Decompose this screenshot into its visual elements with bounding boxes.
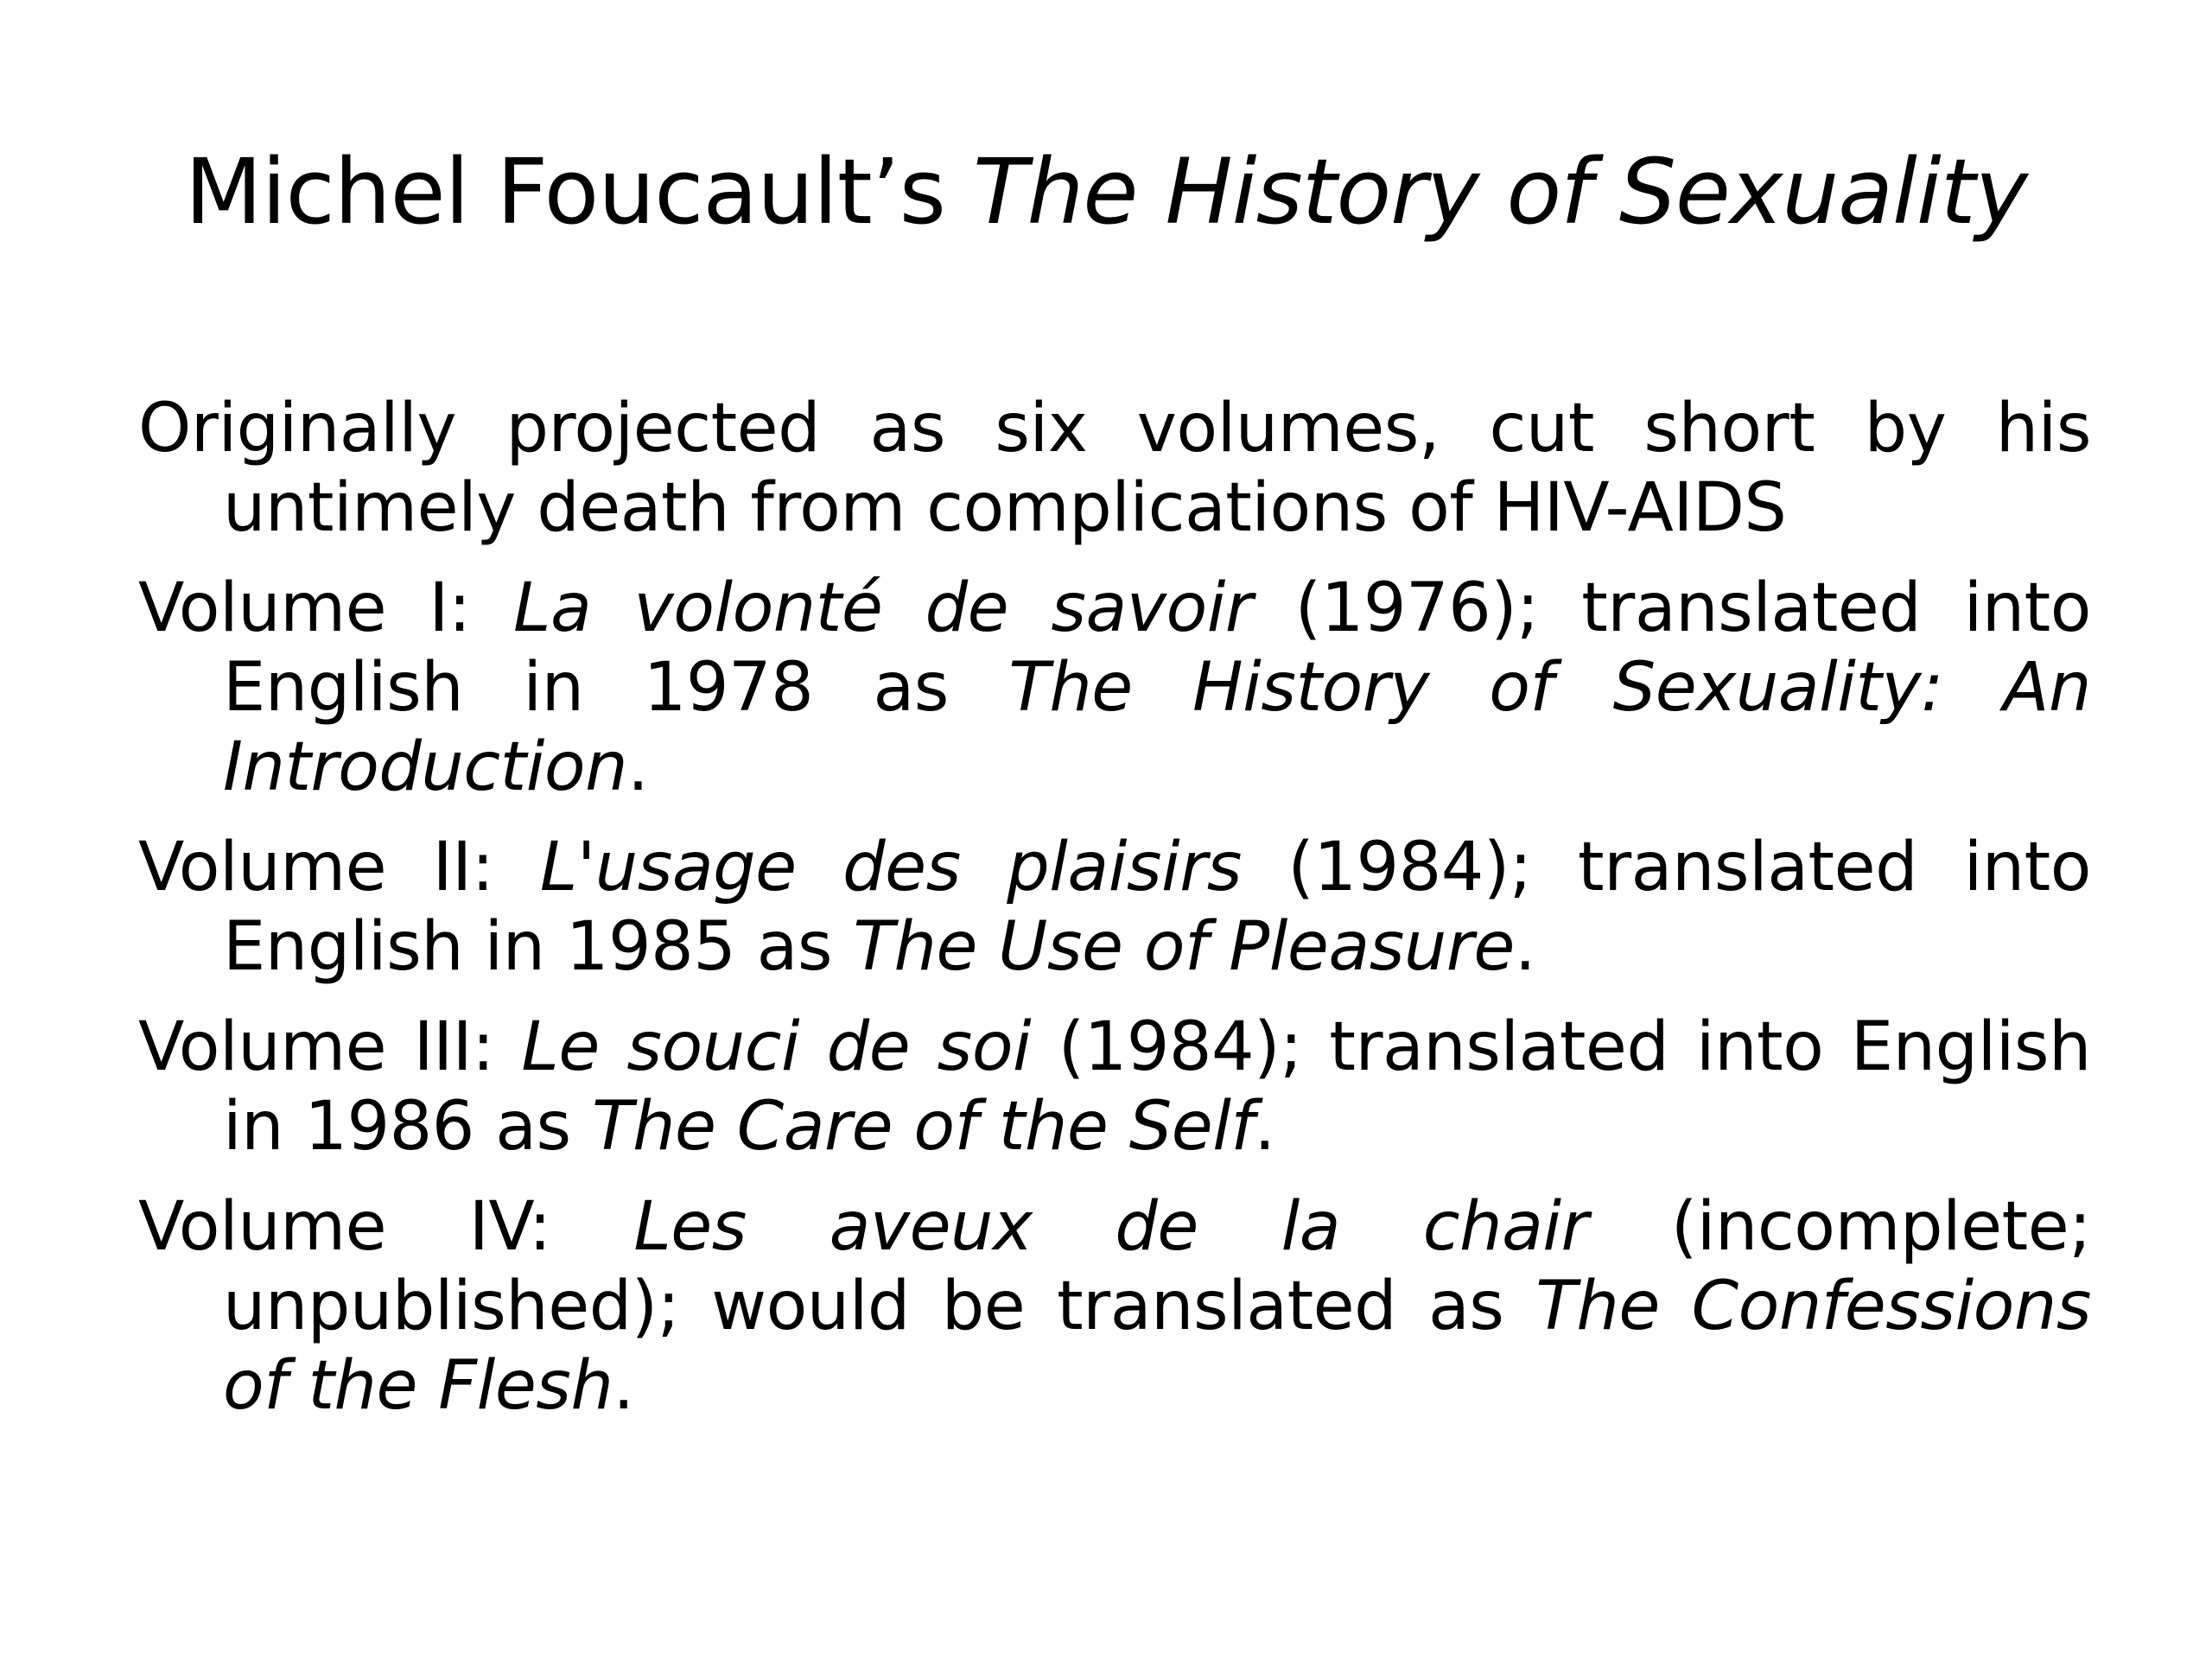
slide-title bbox=[86, 138, 2126, 246]
english-title: The Use of Pleasure bbox=[853, 908, 1515, 986]
volume-details: (1984); translated into English in 1985 as bbox=[223, 829, 2091, 986]
volume-label: Volume I: bbox=[138, 569, 513, 647]
paragraph-overview bbox=[138, 389, 2091, 548]
english-title: The Confessions of the Flesh bbox=[223, 1268, 2091, 1425]
english-title: The Care of the Self bbox=[591, 1088, 1255, 1166]
sentence-end: . bbox=[613, 1347, 634, 1425]
volume-label: Volume II: bbox=[138, 829, 540, 906]
original-title: L'usage des plaisirs bbox=[539, 829, 1242, 906]
volume-details: (1976); translated into English in 1978 as bbox=[223, 569, 2091, 727]
sentence-end: . bbox=[1254, 1088, 1275, 1166]
title-author: Michel Foucault’s bbox=[184, 139, 973, 245]
overview-text: Originally projected as six volumes, cut short by his untimely death from complications of HIV-AIDS bbox=[138, 390, 2091, 547]
slide-body bbox=[138, 389, 2091, 1446]
original-title: Les aveux de la chair bbox=[633, 1188, 1589, 1266]
original-title: Le souci de soi bbox=[521, 1008, 1032, 1086]
sentence-end: . bbox=[627, 728, 649, 806]
paragraph-volume-4 bbox=[138, 1187, 2091, 1426]
paragraph-volume-1 bbox=[138, 569, 2091, 807]
paragraph-volume-2 bbox=[138, 828, 2091, 987]
sentence-end: . bbox=[1514, 908, 1536, 986]
title-work: The History of Sexuality bbox=[972, 139, 2028, 245]
volume-details: (1984); translated into English in 1986 as bbox=[223, 1008, 2091, 1166]
volume-label: Volume III: bbox=[138, 1008, 522, 1086]
paragraph-volume-3 bbox=[138, 1007, 2091, 1166]
original-title: La volonté de savoir bbox=[512, 569, 1253, 647]
english-title: The History of Sexuality: An Introduction bbox=[223, 649, 2091, 806]
volume-details: (incomplete; unpublished); would be translated as bbox=[223, 1188, 2091, 1345]
volume-label: Volume IV: bbox=[138, 1188, 634, 1266]
